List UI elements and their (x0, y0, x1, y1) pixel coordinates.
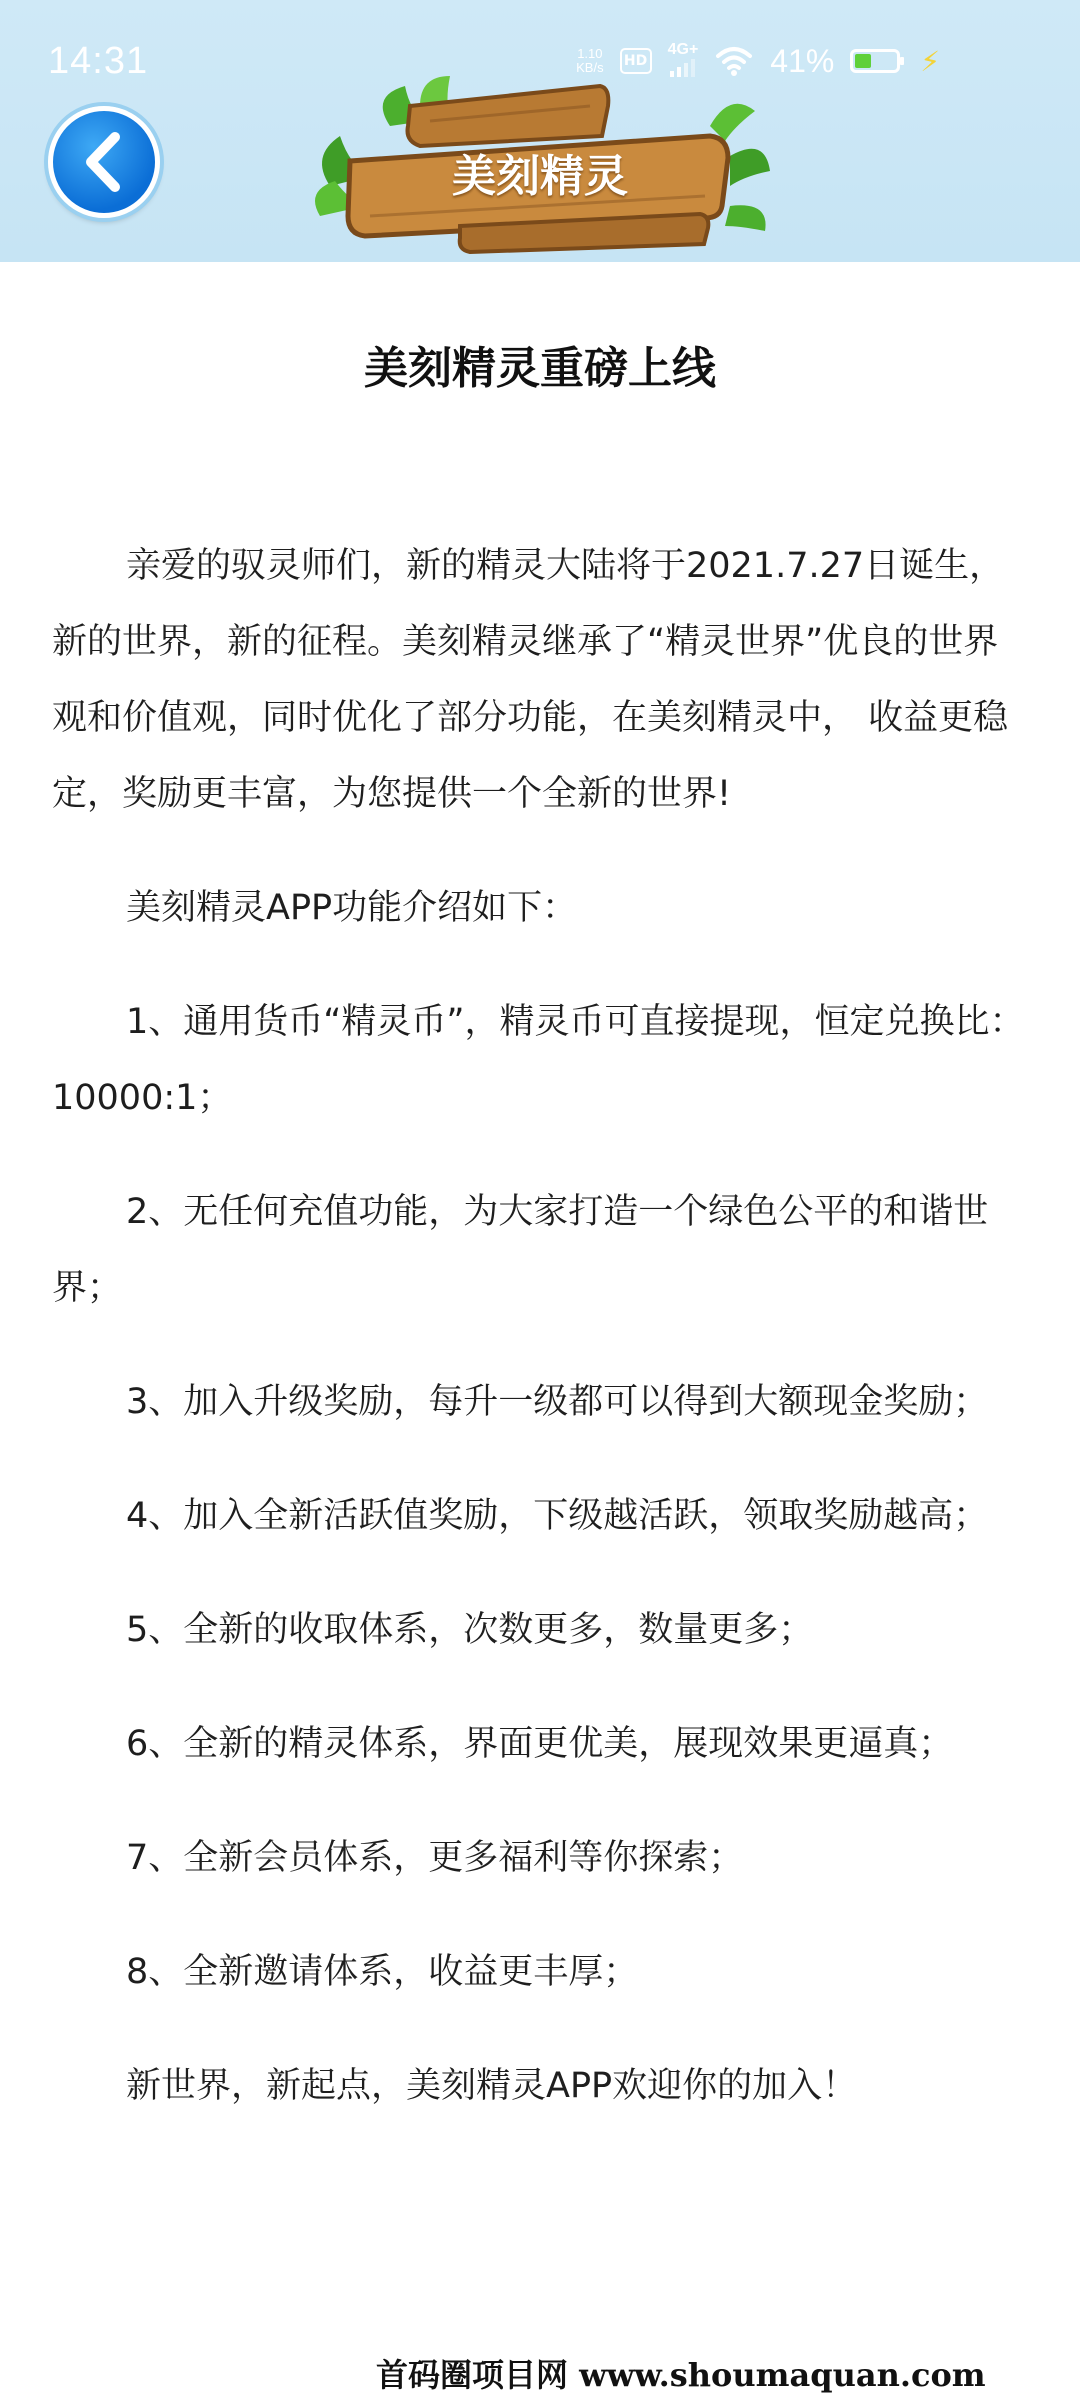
feature-item: 2、无任何充值功能，为大家打造一个绿色公平的和谐世界； (52, 1192, 989, 1308)
back-button[interactable] (48, 106, 160, 218)
feature-item: 4、加入全新活跃值奖励，下级越活跃，领取奖励越高； (126, 1496, 989, 1536)
header-title: 美刻精灵 (452, 151, 628, 202)
feature-item: 3、加入升级奖励，每升一级都可以得到大额现金奖励； (126, 1382, 989, 1422)
battery-fill (855, 54, 871, 68)
article-title: 美刻精灵重磅上线 (364, 343, 716, 394)
network-speed-unit: KB/s (576, 60, 604, 75)
status-time: 14:31 (48, 40, 149, 82)
paragraph-features-heading: 美刻精灵APP功能介绍如下： (126, 888, 578, 928)
lightning-icon: ⚡ (920, 44, 940, 78)
feature-item: 8、全新邀请体系，收益更丰厚； (126, 1952, 639, 1992)
paragraph-intro: 亲爱的驭灵师们，新的精灵大陆将于2021.7.27日诞生，新的世界，新的征程。美刻精灵继承了“精灵世界”优良的世界观和价值观，同时优化了部分功能，在美刻精灵中， 收益更稳定，奖励更丰富，为您提供一个全新的世界! (52, 546, 1009, 814)
feature-item: 6、全新的精灵体系，界面更优美，展现效果更逼真； (126, 1724, 954, 1764)
watermark: 首码圈项目网 www.shoumaquan.com (370, 2350, 992, 2396)
paragraph-closing: 新世界，新起点，美刻精灵APP欢迎你的加入！ (126, 2066, 858, 2106)
feature-item: 5、全新的收取体系，次数更多，数量更多； (126, 1610, 814, 1650)
feature-item: 7、全新会员体系，更多福利等你探索； (126, 1838, 744, 1878)
article (52, 330, 1028, 2124)
feature-item: 1、通用货币“精灵币”，精灵币可直接提现，恒定兑换比：10000:1； (52, 1002, 1025, 1118)
battery-icon (850, 49, 900, 73)
cellular-type-label: 4G+ (667, 40, 699, 58)
battery-percent: 41% (770, 42, 835, 79)
network-speed-value: 1.10 (577, 46, 603, 61)
chevron-left-icon (79, 131, 129, 193)
app-header (0, 0, 1080, 262)
hd-badge: HD (620, 48, 652, 74)
